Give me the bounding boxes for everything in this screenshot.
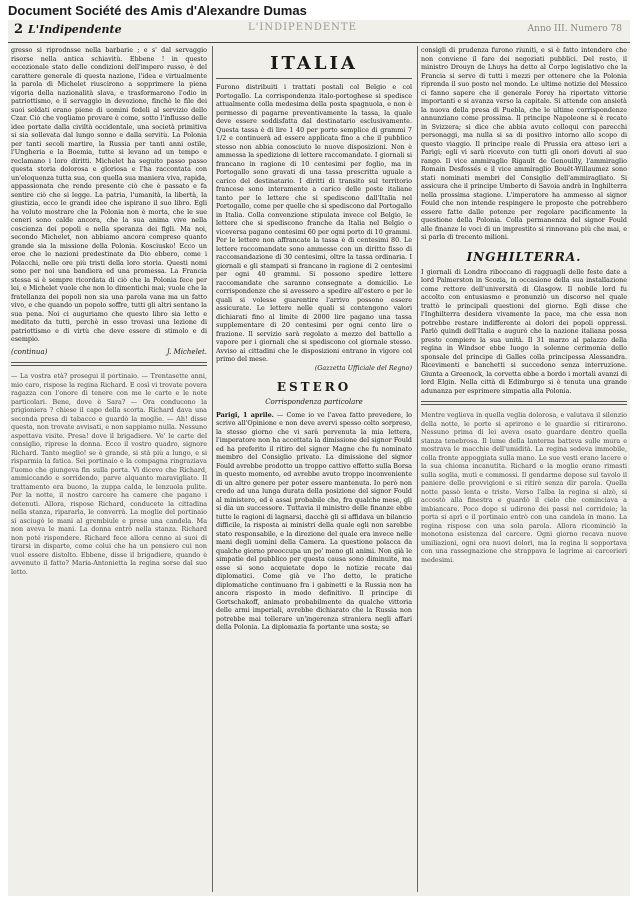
section-title-italia: ITALIA	[270, 53, 358, 74]
feuilleton-text: — La vostra età? prosegui il portinaio. — Trentasette anni, mio caro, rispose la regina Richard. E così vi trovate povera ragazza con l'onore di tenere con me le carte e le note particolari. Bene, dove è Sara? — Ora conducono la prigioniera ? chiese il capo della scorta. Richard dava una seconda presa di tabacco e guardò la moglie. — Ah! disse questa, non trovate avvisati, e non sappiamo nulla. Nessuno aspettava visite. Presa! dove il brigadiere. Ve' le carte del consiglio, riprese la donna. Ecco il vostro quadro, signore Richard. Tanto meglio! se è grande, si stà più a lungo, e si risparmia la fatica. Sei portinaio e la compagna ringraziava l'uomo che giungeva fin sulla porta. Vi dicevo che Richard, ammiccando e sorridendo, parve alquanto maravigliato. Il trattamento era buono, la zuppa calda, le lenzuola pulite. Per la notte, il nostro carcere ha camere che pagano i detenuti. Allora, rispose Richard, conducete la cittadina nella stanza, ripararla, le converrà. La moglie del portinaio si asciugò le mani al grembiule e prese una candela. Ma non aveva le mani. La donna entrò nella stanza. Richard non poté rispondere. Richard fece allora cenno ai suoi di tirarsi in disparte, come colui che ha un pensiero cui non vuol essere distolto. Ebbene, disse il brigadiere, quando è avvenuto il fatto? Maria-Antonietta la regina sorse dal suo letto.	[11, 372, 207, 576]
author-signature: J. Michelet.	[166, 347, 207, 356]
section-title-inghilterra: INGHILTERRA.	[466, 249, 582, 264]
document-label: Document Société des Amis d'Alexandre Dumas	[0, 0, 636, 20]
page-number: 2	[14, 22, 24, 37]
column-rule	[212, 46, 213, 892]
estero-dateline: Parigi, 1 aprile.	[216, 410, 274, 419]
estero-continued: consigli di prudenza furono riuniti, e si è fatto intendere che non conviene il fare dei negoziati pubblici. Del resto, il ministro Drouyn de Lhuys ha detto al Corpo legislativo che la Francia si serve di tutti i mezzi per ottenere che la Polonia riprenda il suo posto nel mondo. Le ultime notizie del Messico ci fanno sapere che il generale Forey ha riportato vittorie importanti e si avanza verso la capitale. Si attende con ansietà la nuova della presa di Puebla, che le ultime corrispondenze annunziano come prossima. Il principe Napoleone si è recato in Svizzera; si dice che abbia avuto colloqui con parecchi personaggi, ma nulla si sa di positivo intorno allo scopo di questo viaggio. Il principe reale di Prussia era atteso ieri a Parigi; egli vi sarà ricevuto con tutti gli onori dovuti al suo rango. Il vice ammiraglio Rigault de Genouilly, l'ammiraglio Romain Desfossés e il vice ammiraglio Bouët-Willaumez sono stati nominati membri del Consiglio dell'ammiragliato. Si assicura che il principe Umberto di Savoia andrà in Inghilterra nella prossima stagione. L'imperatore ha ammesso al signor Fould che non intende respingere le proposte che potrebbero essere fatte dalle potenze per regolare pacificamente la questione della Polonia. Colla permanenza del signor Fould alle finanze le voci di un imprestito si rinnovano più che mai, e si parla di trecento milioni.	[421, 46, 627, 241]
inghilterra-body: I giornali di Londra riboccano di ragguagli delle feste date a lord Palmerston in Scozia, in occasione della sua installazione come rettore dell'università di Glasgow. Il nobile lord fu accolto con entusiasmo e pronunziò un discorso nel quale trattò le principali questioni del giorno. Egli disse che l'Inghilterra desidera vivamente la pace, ma che essa non potrebbe restare indifferente ai dolori dei popoli oppressi. Parlò quindi dell'Italia e augurò che la nazione italiana possa presto compiere la sua unità. Il 31 marzo al palazzo della regina in Windsor ebbe luogo la solenne cerimonia dello sponsale del principe di Galles colla principessa Alessandra. Ricevimenti e banchetti si succedono senza interruzione. Giunta a Greenock, la corvetta ebbe a bordo i mortali avanzi di lord Elgin. Nella città di Edimburgo si è tenuta una grande adunanza per esprimere simpatia alla Polonia.	[421, 267, 627, 395]
rule	[216, 78, 412, 79]
issue-info: Anno III. Numero 78	[527, 24, 622, 34]
newspaper-page	[8, 20, 630, 896]
estero-body	[216, 411, 412, 632]
article-signoff	[11, 348, 207, 357]
section-title-estero: ESTERO	[276, 380, 352, 394]
bleed-through-title: L'INDIPENDENTE	[248, 22, 357, 33]
feuilleton-text-right: Mentre veglieva in quella veglia dolorosa, e valutava il silenzio della notte, le porte si aprirono e le guardie si ritirarono. Nessuno prima di lei aveva osato guardare dentro quella stanza tenebrosa. Il lume della lanterna batteva sulle mura e mostrava le macchie dell'umidità. La regina sedeva immobile, colla fronte appoggiata sulla mano. Le sue vesti erano lacere e la sua chioma incanutita. Richard e la moglie erano rimasti sulla soglia, muti e commossi. Il gendarme depose sul tavolo il paniere delle provvigioni e si ritirò senza dir parola. Quella notte passò lenta e triste. Verso l'alba la regina si alzò, si accostò alla finestra e guardò il cielo che cominciava a imbiancare. Poco dopo si udirono dei passi nel corridoio; la porta si aprì e il portinaio entrò con una candela in mano. La regina rispose con una sola parola. Allora ricominciò la monotona esistenza del carcere. Ogni giorno recava nuove umiliazioni, ogni ora nuovi dolori, ma la regina li sopportava con una rassegnazione che strappava le lagrime ai carcerieri medesimi.	[421, 411, 627, 564]
column-middle	[216, 46, 412, 892]
article-michelet-body: gresso si riprodnsse nella barbarie ; e s' dal servaggio risorse nella antica schiavitù. Ebbene ! in questo eccezionale stato delle condizioni dell'impero russo, è del carattere generale di questa nazione, l'idea e virtualmente la parola di Michelet riuscirono a sopprimere la piena vigoria della nazionalità slava, e trasformarono l'odio in patriottismo, e il servaggio in devozione, finchè le file dei suoi soldati erano piene di uomini fedeli al servizio dello Czar. Ciò che vogliamo provare è come, sotto l'influsso delle idee portate dalla civiltà occidentale, una società primitiva si sia sollevata dal lungo sonno e dalla servitù. La Polonia per tanti secoli martire, la Russia per tanti anni ostile, l'Ungheria e la Boemia, tutte si levano ad un tempo e reclamano i loro diritti. Michelet ha seguito passo passo questa storia dolorosa e gloriosa e l'ha raccontata con un'eloquenza tutta sua, con quella sua maniera viva, rapida, appassionata che rende presente ciò che è passato e fa sentire ciò che si legge. La patria, l'umanità, la libertà, la giustizia, ecco le grandi idee che ispirano il suo libro. Egli ha voluto mostrare che la Polonia non è morta, che le sue ceneri sono calde ancora, che la sua anima vive nella coscienza dei popoli e nella speranza dei figli. Ma noi, secondo Michelet, non abbiamo ancora compreso quanto grande sia la missione della Polonia. Kosciusko! Ecco un eroe che le nazioni predestinate da Dio ebbero, come i Polacchi, nelle ore più tristi della loro storia. Questi nomi sono per noi una bandiera ed una promessa. La Francia stessa si è sempre ricordata di ciò che la Polonia fece per lei, e Michelet vuole che non lo dimentichi mai; vuole che la fratellanza dei popoli non sia una parola vana ma un fatto vivo, e che quando un popolo soffre, tutti gli altri sentano la sua pena. Noi ci auguriamo che questo libro sia letto e meditato da tutti, perchè in esso trovasi una lezione di patriottismo e di virtù che deve essere di stimolo e di esempio.	[11, 46, 207, 343]
feuilleton-divider	[421, 401, 627, 405]
italia-source: (Gazzetta Ufficiale del Regno)	[314, 363, 412, 372]
feuilleton-divider	[11, 362, 207, 366]
paper-name: L'Indipendente	[28, 23, 122, 36]
continua-label: (continua)	[11, 347, 48, 356]
estero-subtitle: Corrispondenza particolare	[265, 398, 363, 406]
estero-text: — Come io ve l'avea fatto prevedere, lo scrivo all'Opinione e non deve avervi spesso colto sorpreso, la stesso giorno che vi sarà pervenuta la mia lettera, l'imperatore non ha accettata la dimissione del signor Fould ed ha preferito il ritiro del signor Magne che fu nominato membro del Consiglio privato. La dimissione del signor Fould avrebbe prodotto un troppo cattivo effetto sulla Borsa in questo momento, ed avrebbe avuto troppo inconveniente di un altro genere per poter essere mantenuta. Io però non credo ad una lunga durata della posizione del signor Fould al ministero, ed è assai probabile che, fra qualche mese, gli si dia un successore. Tuttavia il ministro delle finanze ebbe tutte le ragioni di lagnarsi, dacchè gli si affidava un bilancio difficile, la risposta ai ministri della quale egli non sarebbe stato responsabile, e la direzione del quale era invece nelle mani degli uomini della Camera. La questione polacca da qualche giorno preoccupa un po' meno gli animi. Non già le simpatie del pubblico per questa causa sono diminuite, ma esse si sono acquietate dopo le notizie recate dai diplomatici. Come già ve l'ho detto, le pratiche diplomatiche continuano fra i gabinetti e la Russia non ha ancora risposto in modo definitivo. Il principe di Gortschakoff, animato probabilmente da qualche vittoria delle armi imperiali, avrebbe dichiarato che la Russia non potrebbe mai tollerare un'ingerenza straniera negli affari della Polonia. La diplomazia fa portante una sosta; se	[216, 410, 412, 631]
masthead	[8, 20, 630, 43]
column-right	[421, 46, 627, 892]
column-rule	[417, 46, 418, 892]
column-left	[11, 46, 207, 892]
italia-body: Furono distribuiti i trattati postali col Belgio e col Portogallo. La corrispondenza italo-portoghese si spedisce attualmente colla medesima della posta spagnuola, e non è permesso di pagarne preventivamente la tassa, la quale deve essere soddisfatta dal destinatario esclusivamente. Questa tassa è di lire 1 40 per porto semplice di grammi 7 1/2 e continuerà ad essere applicata fino a che il pubblico stesso non abbia conosciuto le nuove disposizioni. Non è ammessa la spedizione di lettere raccomandate. I giornali si francano in ragione di 10 centesimi per foglio, ma in Portogallo sono gravati di una tassa prescritta uguale a carico del destinatario. I diritti di transito sul territorio francese sono interamente a carico delle poste italiane tanto per le lettere che si spediscono dall'Italia nel Portogallo, come per quelle che si spediscono dal Portogallo in Italia. Colla convenzione stipulata invece col Belgio, le lettere che si spediscono franche da Italia nel Belgio o viceversa pagano centesimi 60 per ogni porto di 10 grammi. Per le lettere non affrancate la tassa è di centesimi 80. Le lettere raccomandate sono ammesse con un diritto fisso di raccomandazione di 30 centesimi, oltre la tassa ordinaria. I giornali e gli stampati si francano in ragione di 2 centesimi per ogni 40 grammi. Si possono spedire lettere raccomandate che saranno consegnate a domicilio. Le corrispondenze che si avessero a spedire all'estero e per le quali si volesse guarentire l'arrivo possono essere assicurate. Le lettere nelle quali si contengono valori dichiarati fino al limite di 2000 lire pagano una tassa supplementare di 20 centesimi per ogni cento lire o frazione. Il servizio sarà regolato a mezzo del battello a vapore per i giornali che si spediscono col giornale stesso. Avviso ai cittadini che le disposizioni entrano in vigore col primo del mese.	[216, 83, 412, 363]
